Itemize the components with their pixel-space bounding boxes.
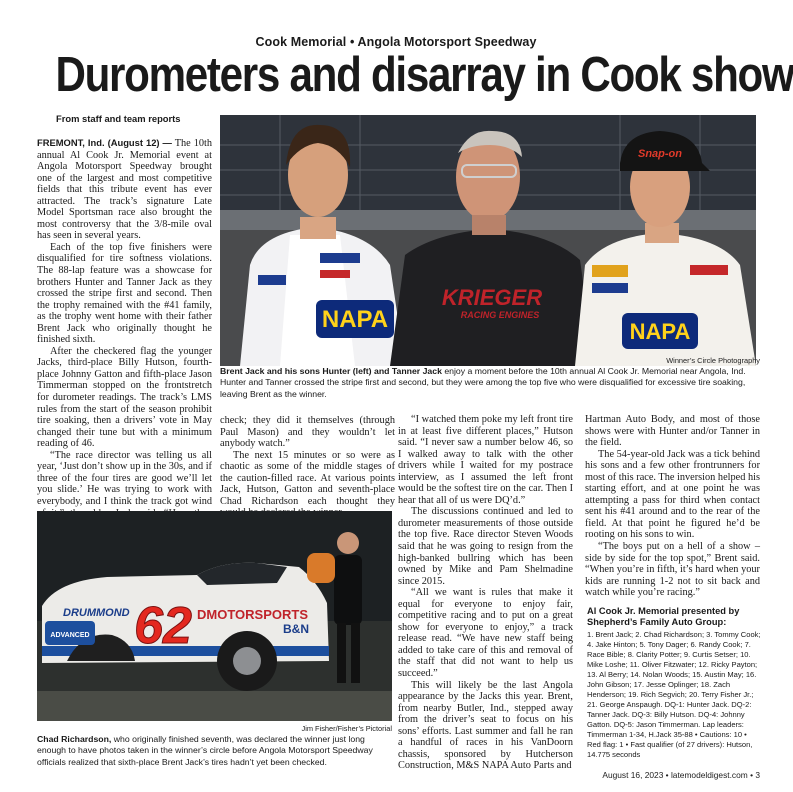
- paragraph: Hartman Auto Body, and most of those shows were with Hunter and/or Tanner in the field.: [585, 414, 760, 449]
- cap-logo: Snap-on: [638, 148, 682, 160]
- section-kicker: Cook Memorial • Angola Motorsport Speedway: [255, 35, 537, 49]
- paragraph: “All we want is rules that make it equal for everyone to enjoy fair, competitive racing and to put on a great show for everyone to enjoy,” a track release read. “We have new staff being added to take care of this and removal of the staff that did not want to help us succeed.”: [398, 587, 573, 680]
- paragraph: check; they did it themselves (through Paul Mason) and they wouldn’t let anybody watch.”: [220, 415, 395, 450]
- center-shirt-logo: KRIEGER: [441, 285, 543, 310]
- photo-credit-2: Jim Fisher/Fisher’s Pictorial: [301, 724, 392, 733]
- dateline: FREMONT, Ind. (August 12) —: [37, 137, 172, 148]
- paragraph: The 54-year-old Jack was a tick behind his sons and a few other frontrunners for most of this race. The inversion helped his starting effort, and at one point he was attempting a pass for third when contact sent his #41 around and to the rear of the field. At that point he figured he’d be rooting on his sons to win.: [585, 448, 760, 541]
- results-body: [587, 630, 762, 760]
- headline: Durometers and disarray in Cook show: [55, 48, 793, 102]
- article-column-1: [37, 137, 212, 510]
- paragraph: Each of the top five finishers were disqualified for tire softness violations. The 88-lap feature was a showcase for brothers Hunter and Tanner Jack as they crossed the stripe first and second. Then the trophy remained with the #41 family, as the trophy went home with their father Brent Jack who originally thought he finished sixth.: [37, 241, 212, 346]
- article-column-3: [398, 414, 573, 782]
- results-heading: Al Cook Jr. Memorial presented by Shepherd’s Family Auto Group:: [587, 606, 740, 627]
- results-notes: Lap leaders: Timmerman 1-34, H.Jack 35-88 • Cautions: 10 • Red flag: 1 • Fast qualifier (of 27 drivers): Hutson, 14.775 seconds: [587, 720, 753, 759]
- paragraph: After the checkered flag the younger Jacks, third-place Billy Hutson, fourth-place Johnny Gatton and fifth-place Jason Timmerman stopped on the frontstretch for durometer readings. The track’s LMS rules from the start of the season prohibit tire soaking, then a drivers’ vote in May changed their tune but with a minimum reading of 46.: [37, 345, 212, 450]
- byline: From staff and team reports: [56, 113, 181, 124]
- car-sponsor-4: ADVANCED: [50, 632, 90, 639]
- photo-jack-family: [220, 115, 756, 366]
- car-number: 62: [134, 597, 192, 655]
- car-sponsor-3: B&N: [283, 622, 309, 636]
- paragraph: This will likely be the last Angola appearance by the Jacks this year. Brent, from nearby Butler, Ind., stepped away from the driver’s seat to focus on his sons’ efforts. Last summer and fall he ran a handful of races in his VanDoorn chassis, sponsored by Hutcherson Construction, M&S NAPA Auto Parts and: [398, 679, 573, 772]
- article-column-2: [220, 415, 395, 511]
- results-finish-order: 1. Brent Jack; 2. Chad Richardson; 3. Tommy Cook; 4. Jake Hinton; 5. Tony Dager; 6. Randy Cook; 7. Race Bible; 8. Clarity Potter; 9. Curtis Setser; 10. Mike Loshe; 11. Oliver Fitzwater; 12. Ricky Payton; 13. Al Berry; 14. Nolan Woods; 15. Austin May; 16. John Gibson; 17. Jesse Oplinger; 18. Zach Henderson; 19. Rich Segvich; 20. Terry Fisher Jr.; 21. George Anspaugh. DQ-1: Hunter Jack. DQ-2: Tanner Jack. DQ-3: Billy Hutson. DQ-4: Johnny Gatton. DQ-5: Jason Timmerman.: [587, 630, 761, 729]
- paragraph: “The boys put on a hell of a show – side by side for the top spot,” Brent said. “When you’re in fifth, it’s hard when your kids are running 1-2 not to sit back and watch while you’re racing.”: [585, 541, 760, 599]
- paragraph: “I watched them poke my left front tire in at least five different places,” Hutson said. “I never saw a number below 46, so I walked away to talk with the other drivers while I waited for my postrace interview, as I assumed the left front would be the softest tire on the car. Then I hear that all of us were DQ’d.”: [398, 414, 573, 506]
- paragraph: The next 15 minutes or so were as chaotic as some of the middle stages of the caution-filled race. At various points Jack, Hutson, Gatton and seventh-place Chad Richardson each thought they: [220, 449, 395, 507]
- article-column-4: [585, 414, 760, 604]
- left-suit-logo: NAPA: [321, 306, 389, 333]
- car-sponsor-2: DMOTORSPORTS: [197, 607, 308, 622]
- caption-2-subject: Chad Richardson,: [37, 734, 112, 744]
- caption-2-text: who originally finished seventh, was declared the winner just long enough to have photos taken in the winner’s circle before Angola Motorsport Speedway officials realized that sixth-place Brent Jack’s tires hadn’t yet been checked.: [37, 734, 373, 767]
- paragraph: “The race director was telling us all year, ‘Just don’t show up in the 30s, and if three of the four tires are good we’ll let you slide.’ He was trying to work with everybody, and I think the track got wind: [37, 449, 212, 507]
- car-sponsor-1: DRUMMOND: [63, 607, 130, 619]
- page-footer: August 16, 2023 • latemodeldigest.com • 3: [602, 770, 760, 780]
- photo-richardson-car: [37, 511, 392, 721]
- photo-caption-1: [220, 366, 760, 400]
- caption-1-subject: Brent Jack and his sons Hunter (left) and Tanner Jack: [220, 366, 442, 376]
- lead-paragraph: [37, 137, 212, 242]
- right-suit-logo: NAPA: [629, 319, 691, 344]
- caption-1-text: enjoy a moment before the 10th annual Al Cook Jr. Memorial near Angola, Ind. Hunter and Tanner crossed the stripe first and second, but they were among the top five who were disqualified for excessive tire soaking, leaving Brent as the winner.: [220, 366, 746, 399]
- lead-text: The 10th annual Al Cook Jr. Memorial event at Angola Motorsport Speedway brought one of the largest and most competitive fields that this tribute event has ever attracted. The track’s signature Late Model Sportsman race also brought the most controversy that the 3/8-mile oval has seen in several years.: [37, 138, 213, 242]
- paragraph: The discussions continued and led to durometer measurements of those outside the top five. Race director Steven Woods said that he was going to resign from the high-banked bullring which has been owned by Mike and Pam Shelmadine since 2015.: [398, 506, 573, 587]
- photo-caption-2: [37, 734, 389, 768]
- center-shirt-sub: RACING ENGINES: [460, 310, 540, 320]
- photo-credit-1: Winner’s Circle Photography: [666, 356, 760, 365]
